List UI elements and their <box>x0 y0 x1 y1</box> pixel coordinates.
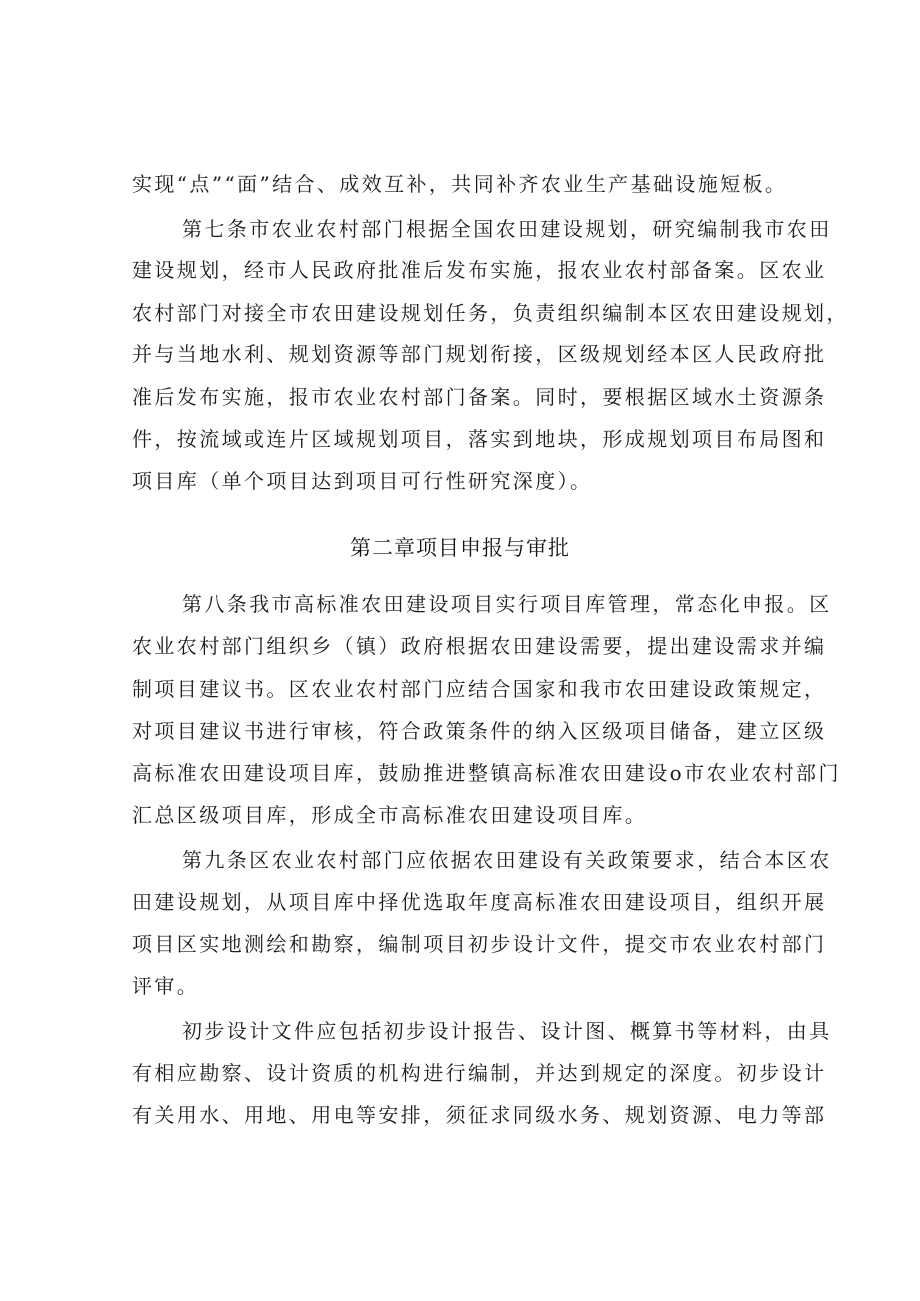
article-7-line: 准后发布实施，报市农业农村部门备案。同时，要根据区域水土资源条 <box>132 385 827 409</box>
article-8-line: 农业农村部门组织乡（镇）政府根据农田建设需要，提出建设需求并编 <box>132 634 827 658</box>
article-9-line: 田建设规划，从项目库中择优选取年度高标准农田建设项目，组织开展 <box>132 890 827 914</box>
design-docs-line: 有关用水、用地、用电等安排，须征求同级水务、规划资源、电力等部 <box>132 1103 827 1127</box>
paragraph-line: 实现“点”“面”结合、成效互补，共同补齐农业生产基础设施短板。 <box>132 172 788 196</box>
design-docs-line: 初步设计文件应包括初步设计报告、设计图、概算书等材料，由具 <box>182 1019 832 1043</box>
design-docs-line: 有相应勘察、设计资质的机构进行编制，并达到规定的深度。初步设计 <box>132 1061 827 1085</box>
article-7-line: 农村部门对接全市农田建设规划任务，负责组织编制本区农田建设规划， <box>132 301 849 325</box>
article-9-line: 第九条区农业农村部门应依据农田建设有关政策要求，结合本区农 <box>182 848 832 872</box>
article-8-line: 高标准农田建设项目库，鼓励推进整镇高标准农田建设o市农业农村部门 <box>132 761 841 785</box>
article-7-line: 第七条市农业农村部门根据全国农田建设规划，研究编制我市农田 <box>182 217 832 241</box>
article-9-line: 项目区实地测绘和勘察，编制项目初步设计文件，提交市农业农村部门 <box>132 932 827 956</box>
article-7-line: 件，按流域或连片区域规划项目，落实到地块，形成规划项目布局图和 <box>132 427 827 451</box>
article-8-line: 第八条我市高标准农田建设项目实行项目库管理，常态化申报。区 <box>182 592 832 616</box>
article-7-line: 项目库（单个项目达到项目可行性研究深度）。 <box>132 469 593 493</box>
article-8-line: 汇总区级项目库，形成全市高标准农田建设项目库。 <box>132 803 648 827</box>
article-7-line: 建设规划，经市人民政府批准后发布实施，报农业农村部备案。区农业 <box>132 258 827 282</box>
article-7-line: 并与当地水利、规划资源等部门规划衔接，区级规划经本区人民政府批 <box>132 342 827 366</box>
article-9-line: 评审。 <box>132 974 200 998</box>
article-8-line: 对项目建议书进行审核，符合政策条件的纳入区级项目储备，建立区级 <box>132 719 827 743</box>
chapter-heading: 第二章项目申报与审批 <box>350 536 570 560</box>
article-8-line: 制项目建议书。区农业农村部门应结合国家和我市农田建设政策规定， <box>132 677 827 701</box>
